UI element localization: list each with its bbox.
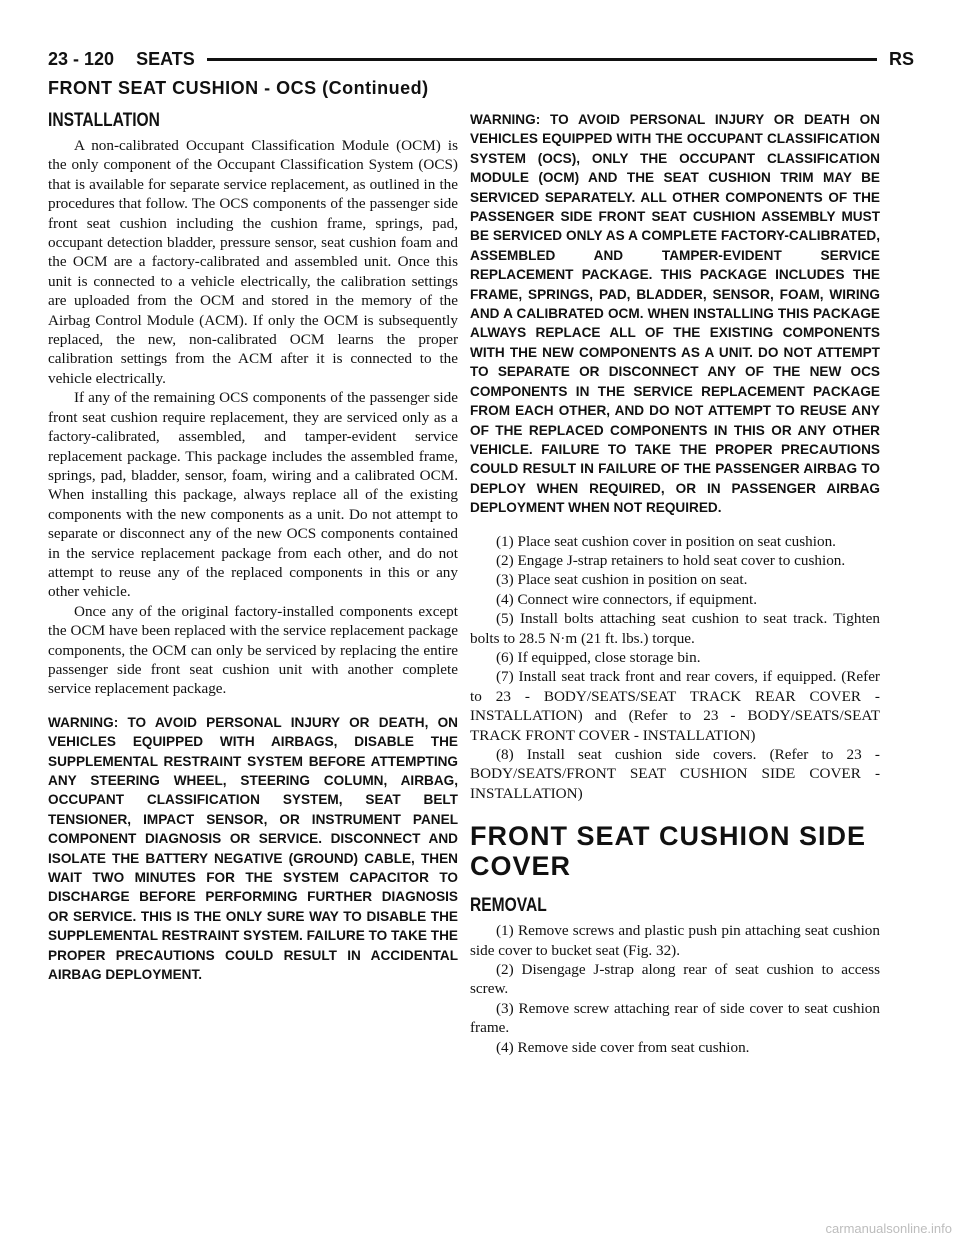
- page-header: [48, 44, 914, 74]
- install-step: (2) Engage J-strap retainers to hold seat cover to cushion.: [496, 551, 846, 569]
- continued-title: FRONT SEAT CUSHION - OCS (Continued): [48, 78, 429, 98]
- watermark: carmanualsonline.info: [825, 1221, 952, 1236]
- header-rule: [207, 58, 877, 61]
- model-code: RS: [888, 48, 914, 69]
- airbag-warning: WARNING: TO AVOID PERSONAL INJURY OR DEATH, ON VEHICLES EQUIPPED WITH AIRBAGS, DISABLE THE SUPPLEMENTAL RESTRAINT SYSTEM BEFORE ATTEMPTING ANY STEERING WHEEL, STEERING COLUMN, AIRBAG, OCCUPANT CLASSIFICATION SYSTEM, SEAT BELT TENSIONER, IMPACT SENSOR, OR INSTRUMENT PANEL COMPONENT DIAGNOSIS OR SERVICE. DISCONNECT AND ISOLATE THE BATTERY NEGATIVE (GROUND) CABLE, THEN WAIT TWO MINUTES FOR THE SYSTEM CAPACITOR TO DISCHARGE BEFORE PERFORMING FURTHER DIAGNOSIS OR SERVICE. THIS IS THE ONLY SURE WAY TO DISABLE THE SUPPLEMENTAL RESTRAINT SYSTEM. FAILURE TO TAKE THE PROPER PRECAUTIONS COULD RESULT IN ACCIDENTAL AIRBAG DEPLOYMENT.: [48, 714, 458, 983]
- install-step: (3) Place seat cushion in position on seat.: [496, 571, 748, 589]
- install-step: (6) If equipped, close storage bin.: [496, 648, 701, 666]
- installation-paragraph-2: If any of the remaining OCS components of the passenger side front seat cushion require replacement, they are serviced only as a factory-calibrated, assembled, and tamper-evident service replacement package. This package includes the assembled frame, springs, pad, bladder, sensor, foam, wiring and a calibrated OCM. When installing this package, always replace all of the existing components with the new components as a unit. Do not attempt to separate or disconnect any of the new OCS components contained in the service replacement package from each other, and do not attempt to reuse any of the replaced components in this or any other vehicle.: [48, 389, 458, 601]
- side-cover-title: FRONT SEAT CUSHION SIDE COVER: [470, 821, 867, 882]
- installation-paragraph-1: A non-calibrated Occupant Classification Module (OCM) is the only component of the Occupant Classification System (OCS) that is available for separate service replacement, as outlined in the procedures that follow. The OCS components of the passenger side front seat cushion including the cushion frame, springs, pad, occupant detection bladder, pressure sensor, seat cushion foam and the OCM are a factory-calibrated and assembled unit. Once this unit is connected to a vehicle electrically, the calibration settings are uploaded from the OCM and stored in the memory of the Airbag Control Module (ACM). If only the OCM is subsequently replaced, the new, non-calibrated OCM learns the proper calibration settings from the ACM after it is connected to the vehicle electrically.: [48, 137, 458, 387]
- removal-step: (4) Remove side cover from seat cushion.: [496, 1038, 750, 1056]
- left-column: [48, 110, 458, 984]
- removal-step: (2) Disengage J-strap along rear of seat cushion to access screw.: [470, 961, 880, 998]
- ocs-warning: WARNING: TO AVOID PERSONAL INJURY OR DEATH ON VEHICLES EQUIPPED WITH THE OCCUPANT CLASSIFICATION SYSTEM (OCS), ONLY THE OCCUPANT CLASSIFICATION MODULE (OCM) AND THE SEAT CUSHION TRIM MAY BE SERVICED SEPARATELY. ALL OTHER COMPONENTS OF THE PASSENGER SIDE FRONT SEAT CUSHION ASSEMBLY MUST BE SERVICED ONLY AS A COMPLETE FACTORY-CALIBRATED, ASSEMBLED AND TAMPER-EVIDENT SERVICE REPLACEMENT PACKAGE. THIS PACKAGE INCLUDES THE FRAME, SPRINGS, PAD, BLADDER, SENSOR, FOAM, WIRING AND A CALIBRATED OCM. WHEN INSTALLING THIS PACKAGE ALWAYS REPLACE ALL OF THE EXISTING COMPONENTS WITH THE NEW COMPONENTS AS A UNIT. DO NOT ATTEMPT TO SEPARATE OR DISCONNECT ANY OF THE NEW OCS COMPONENTS IN THE SERVICE REPLACEMENT PACKAGE FROM EACH OTHER, AND DO NOT ATTEMPT TO REUSE ANY OF THE REPLACED COMPONENTS IN THIS OR ANY OTHER VEHICLE. FAILURE TO TAKE THE PROPER PRECAUTIONS COULD RESULT IN FAILURE OF THE PASSENGER AIRBAG TO DEPLOY WHEN REQUIRED, OR IN PASSENGER AIRBAG DEPLOYMENT WHEN NOT REQUIRED.: [470, 112, 880, 516]
- right-column: [470, 110, 880, 1057]
- install-step: (1) Place seat cushion cover in position on seat cushion.: [496, 532, 836, 550]
- removal-heading: REMOVAL: [470, 895, 547, 917]
- section-name: SEATS: [136, 48, 195, 69]
- removal-step: (1) Remove screws and plastic push pin attaching seat cushion side cover to bucket seat (Fig. 32).: [470, 922, 880, 959]
- removal-step: (3) Remove screw attaching rear of side cover to seat cushion frame.: [470, 999, 880, 1037]
- install-step: (8) Install seat cushion side covers. (Refer to 23 - BODY/SEATS/FRONT SEAT CUSHION SIDE COVER - INSTALLATION): [470, 746, 880, 802]
- page-number: 23 - 120: [48, 48, 115, 69]
- install-step: (7) Install seat track front and rear covers, if equipped. (Refer to 23 - BODY/SEATS/SEAT TRACK REAR COVER - INSTALLATION) and (Refer to 23 - BODY/SEATS/SEAT TRACK FRONT COVER - INSTALLATION): [470, 668, 880, 744]
- install-step: (5) Install bolts attaching seat cushion to seat track. Tighten bolts to 28.5 N·m (21 ft. lbs.) torque.: [470, 610, 880, 647]
- install-step: (4) Connect wire connectors, if equipment.: [496, 590, 758, 608]
- installation-paragraph-3: Once any of the original factory-installed components except the OCM have been replaced with the service replacement package components, the OCM can only be serviced by replacing the entire passenger side front seat cushion unit with another complete service replacement package.: [48, 602, 458, 698]
- installation-heading: INSTALLATION: [48, 110, 160, 131]
